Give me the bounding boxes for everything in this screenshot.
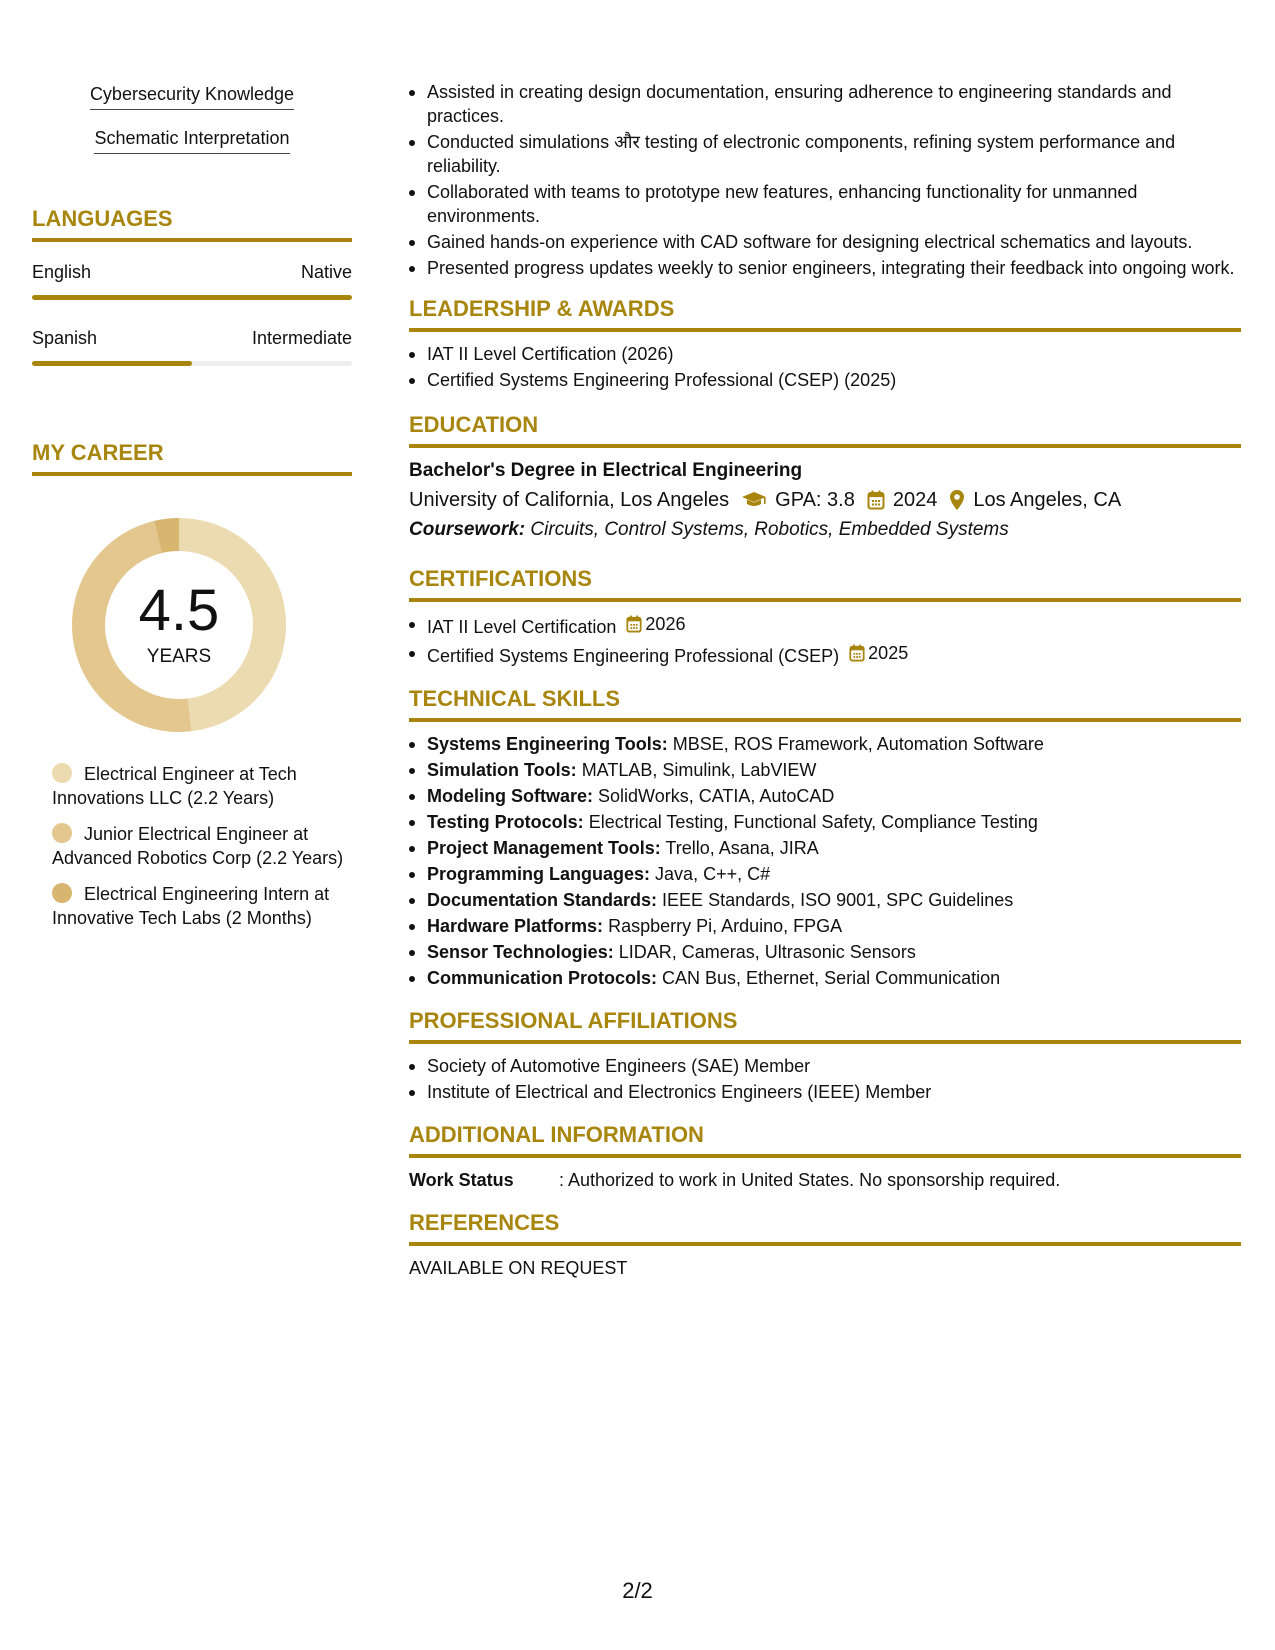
section-title: LEADERSHIP & AWARDS	[409, 296, 1241, 332]
list-item: Simulation Tools: MATLAB, Simulink, LabVIEW	[409, 758, 1241, 782]
skill-label: Cybersecurity Knowledge	[90, 84, 294, 110]
legend-label: Electrical Engineer at Tech Innovations LLC (2.2 Years)	[52, 764, 297, 808]
language-proficiency-bar	[32, 295, 352, 300]
additional-info-section	[409, 1122, 1241, 1192]
section-title: ADDITIONAL INFORMATION	[409, 1122, 1241, 1158]
list-item: Sensor Technologies: LIDAR, Cameras, Ultrasonic Sensors	[409, 940, 1241, 964]
calendar-icon	[849, 644, 865, 662]
references-text: AVAILABLE ON REQUEST	[409, 1258, 628, 1278]
list-item: Society of Automotive Engineers (SAE) Member	[409, 1054, 1241, 1078]
career-donut-chart	[32, 512, 352, 752]
legend-item	[52, 762, 352, 810]
coursework-label: Coursework:	[409, 519, 526, 540]
language-english	[32, 262, 352, 300]
calendar-icon	[867, 490, 885, 510]
left-column	[32, 84, 352, 942]
technical-skills-section	[409, 686, 1241, 990]
list-item	[409, 612, 1241, 639]
skill-item	[32, 128, 352, 154]
leadership-section	[409, 296, 1241, 392]
work-status-row	[409, 1168, 1241, 1192]
right-column	[409, 80, 1241, 1280]
graduation-year: 2024	[892, 489, 938, 511]
career-heading: MY CAREER	[32, 440, 352, 476]
education-details	[409, 484, 1241, 516]
skill-label: Schematic Interpretation	[94, 128, 289, 154]
cert-name: IAT II Level Certification	[427, 617, 617, 637]
list-item: Systems Engineering Tools: MBSE, ROS Framework, Automation Software	[409, 732, 1241, 756]
list-item: IAT II Level Certification (2026)	[409, 342, 1241, 366]
list-item	[409, 641, 1241, 668]
list-item: Modeling Software: SolidWorks, CATIA, AutoCAD	[409, 784, 1241, 808]
cert-year: 2026	[645, 614, 686, 634]
coursework-value: Circuits, Control Systems, Robotics, Embedded Systems	[530, 519, 1009, 540]
calendar-icon	[626, 615, 642, 633]
language-proficiency-fill	[32, 361, 192, 366]
legend-label: Junior Electrical Engineer at Advanced Robotics Corp (2.2 Years)	[52, 824, 344, 868]
languages-heading: LANGUAGES	[32, 206, 352, 242]
page-number: 2/2	[622, 1578, 653, 1603]
legend-dot	[52, 823, 72, 843]
technical-skills-list	[409, 732, 1241, 990]
list-item: Testing Protocols: Electrical Testing, Functional Safety, Compliance Testing	[409, 810, 1241, 834]
skill-item	[32, 84, 352, 110]
legend-dot	[52, 763, 72, 783]
legend-dot	[52, 883, 72, 903]
list-item: Institute of Electrical and Electronics Engineers (IEEE) Member	[409, 1080, 1241, 1104]
cert-name: Certified Systems Engineering Professional (CSEP)	[427, 646, 840, 666]
legend-item	[52, 882, 352, 930]
career-total-unit: YEARS	[146, 646, 212, 667]
certifications-section	[409, 566, 1241, 668]
list-item: Collaborated with teams to prototype new features, enhancing functionality for unmanned environments.	[409, 180, 1241, 228]
location-pin-icon	[949, 489, 965, 511]
references-section	[409, 1210, 1241, 1280]
list-item: Hardware Platforms: Raspberry Pi, Arduino, FPGA	[409, 914, 1241, 938]
list-item: Programming Languages: Java, C++, C#	[409, 862, 1241, 886]
coursework	[409, 516, 1241, 544]
cert-year: 2025	[868, 643, 909, 663]
language-spanish	[32, 328, 352, 366]
school-name: University of California, Los Angeles	[409, 489, 730, 511]
graduation-cap-icon	[741, 491, 767, 509]
legend-item	[52, 822, 352, 870]
list-item: Project Management Tools: Trello, Asana, JIRA	[409, 836, 1241, 860]
gpa: GPA: 3.8	[775, 489, 855, 511]
section-title: EDUCATION	[409, 412, 1241, 448]
work-status-value: : Authorized to work in United States. No sponsorship required.	[559, 1170, 1061, 1190]
career-total-years: 4.5	[138, 578, 220, 643]
section-title: CERTIFICATIONS	[409, 566, 1241, 602]
experience-bullets	[409, 80, 1241, 280]
list-item: Certified Systems Engineering Professional (CSEP) (2025)	[409, 368, 1241, 392]
list-item: Presented progress updates weekly to senior engineers, integrating their feedback into ongoing work.	[409, 256, 1241, 280]
language-name: English	[32, 262, 92, 282]
degree-title: Bachelor's Degree in Electrical Engineering	[409, 460, 803, 481]
list-item: Communication Protocols: CAN Bus, Ethernet, Serial Communication	[409, 966, 1241, 990]
work-status-label: Work Status	[409, 1170, 514, 1190]
list-item: Gained hands-on experience with CAD software for designing electrical schematics and layouts.	[409, 230, 1241, 254]
education-section	[409, 412, 1241, 544]
section-title: REFERENCES	[409, 1210, 1241, 1246]
language-proficiency-fill	[32, 295, 352, 300]
section-title: PROFESSIONAL AFFILIATIONS	[409, 1008, 1241, 1044]
language-name: Spanish	[32, 328, 98, 348]
list-item: Documentation Standards: IEEE Standards, ISO 9001, SPC Guidelines	[409, 888, 1241, 912]
legend-label: Electrical Engineering Intern at Innovative Tech Labs (2 Months)	[52, 884, 330, 928]
section-title: TECHNICAL SKILLS	[409, 686, 1241, 722]
language-level: Intermediate	[251, 328, 352, 348]
list-item: Assisted in creating design documentation, ensuring adherence to engineering standards and practices.	[409, 80, 1241, 128]
language-proficiency-bar	[32, 361, 352, 366]
career-legend	[32, 762, 352, 930]
affiliations-section	[409, 1008, 1241, 1104]
location: Los Angeles, CA	[973, 489, 1122, 511]
list-item: Conducted simulations और testing of electronic components, refining system performance and reliability.	[409, 130, 1241, 178]
language-level: Native	[300, 262, 352, 282]
